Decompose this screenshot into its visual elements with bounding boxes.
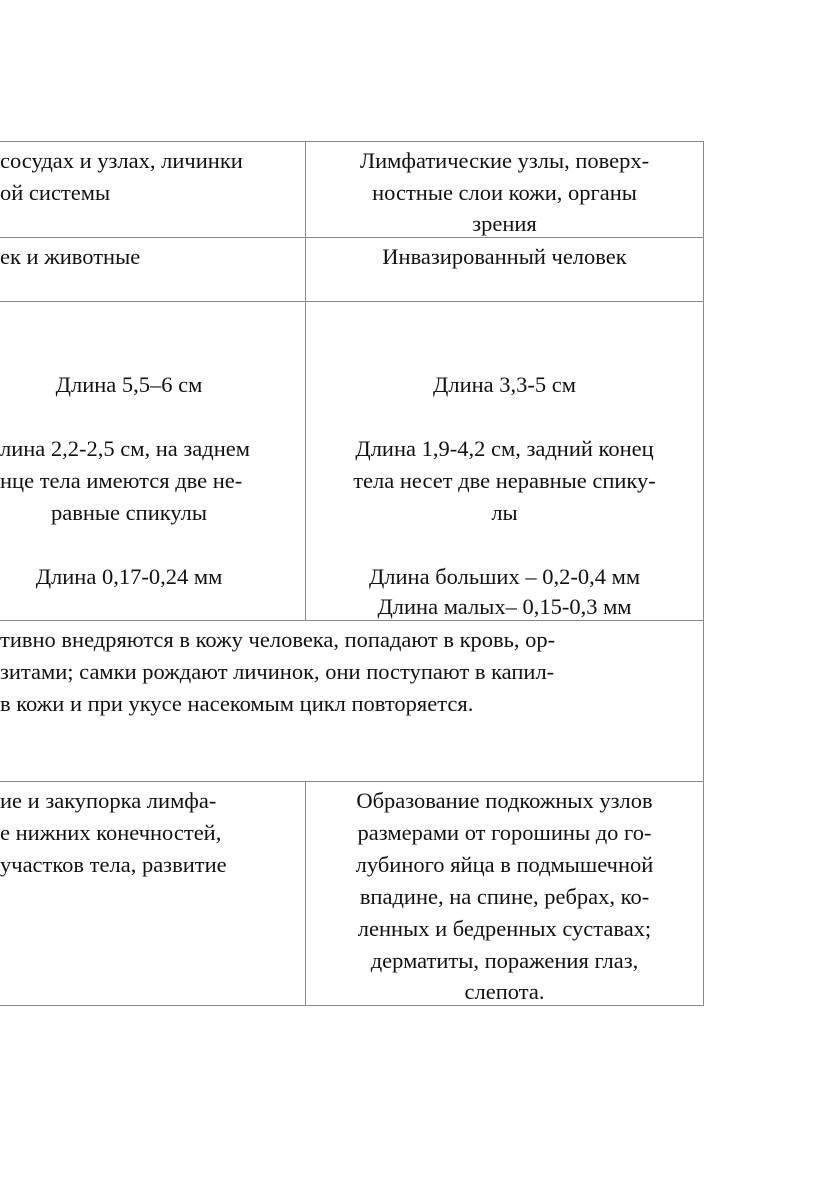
row1-col1-line: сосудах и узлах, личинки <box>0 148 243 173</box>
row3-col2-female: Длина 3,3-5 см <box>433 372 576 397</box>
row5-col2-line: дерматиты, поражения глаз, <box>370 948 639 973</box>
table-row-divider <box>0 781 704 782</box>
row3-col2-male-line: лы <box>491 500 518 525</box>
row3-col2-larva-line: Длина больших – 0,2-0,4 мм <box>368 564 641 589</box>
table-border-top <box>0 141 704 142</box>
row2-col2-line: Инвазированный человек <box>382 244 627 269</box>
row1-col2-line: зрения <box>472 211 537 236</box>
row3-col2-larva-line: Длина малых– 0,15-0,3 мм <box>377 594 632 619</box>
row3-col1-male-line: лина 2,2-2,5 см, на заднем <box>0 436 251 461</box>
row5-col1-line: е нижних конечностей, <box>0 820 222 845</box>
row1-col2-line: Лимфатические узлы, поверх- <box>359 148 650 173</box>
row5-col1-line: участков тела, развитие <box>0 852 227 877</box>
row5-col2-line: Образование подкожных узлов <box>356 788 653 813</box>
row5-col2-line: впадине, на спине, ребрах, ко- <box>359 884 650 909</box>
row3-col1-male-line: равные спикулы <box>51 500 207 525</box>
row5-col2-line: лубиного яйца в подмышечной <box>355 852 654 877</box>
row4-span-line: тивно внедряются в кожу человека, попадают в кровь, ор- <box>0 627 556 652</box>
row5-col2-line: слепота. <box>464 979 545 1004</box>
row3-col1-larva: Длина 0,17-0,24 мм <box>35 564 223 589</box>
row3-col1-male-line: нце тела имеются две не- <box>0 468 243 493</box>
row5-col2-line: размерами от горошины до го- <box>357 820 652 845</box>
row5-col2-line: ленных и бедренных суставах; <box>357 916 652 941</box>
table-border-right <box>703 141 704 1006</box>
row4-span-line: в кожи и при укусе насекомым цикл повторяется. <box>0 691 474 716</box>
row2-col1-line: ек и животные <box>0 244 141 269</box>
row1-col1-line: ой системы <box>0 180 111 205</box>
row4-span-line: зитами; самки рождают личинок, они поступают в капил- <box>0 659 555 684</box>
row1-col2-line: ностные слои кожи, органы <box>372 180 637 205</box>
table-row-divider <box>0 301 704 302</box>
row3-col1-female: Длина 5,5–6 см <box>55 372 203 397</box>
row3-col2-male-line: тела несет две неравные спику- <box>353 468 656 493</box>
row5-col1-line: ие и закупорка лимфа- <box>0 788 217 813</box>
row3-col2-male-line: Длина 1,9-4,2 см, задний конец <box>355 436 654 461</box>
